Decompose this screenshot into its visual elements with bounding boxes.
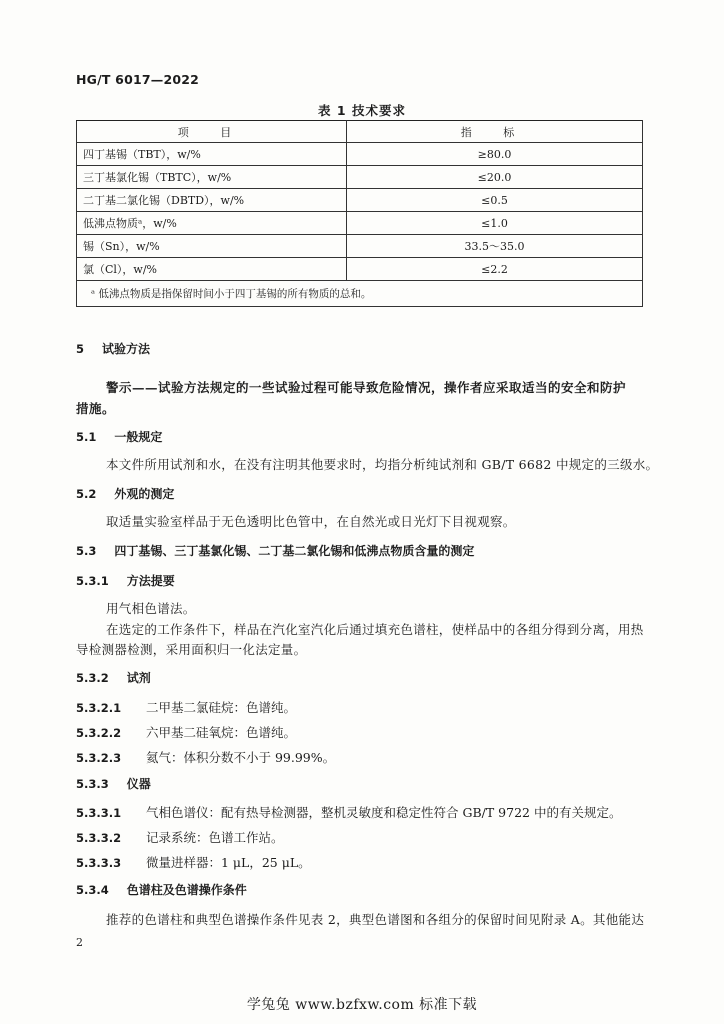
instrument-item — [76, 828, 284, 846]
table-header-row — [77, 121, 643, 143]
section-title: 试验方法 — [102, 342, 151, 356]
page-number: 2 — [76, 936, 83, 949]
table-row — [77, 258, 643, 281]
section-title: 方法提要 — [126, 574, 175, 588]
section-5-3-1-line-3: 导检测器检测，采用面积归一化法定量。 — [76, 642, 307, 657]
table-title: 表 1 技术要求 — [318, 103, 406, 118]
column-header-item: 项 目 — [77, 121, 347, 143]
section-5-1-text: 本文件所用试剂和水，在没有注明其他要求时，均指分析纯试剂和 GB/T 6682 中规定的三级水。 — [106, 457, 659, 472]
row-value: 33.5～35.0 — [347, 235, 643, 258]
section-5-1-heading — [76, 428, 162, 445]
row-item: 四丁基锡（TBT），w/% — [77, 143, 347, 166]
item-number: 5.3.2.1 — [76, 701, 122, 715]
row-item: 三丁基氯化锡（TBTC），w/% — [77, 166, 347, 189]
table-row — [77, 143, 643, 166]
section-5-2-heading — [76, 485, 174, 502]
section-5-3-2-heading — [76, 669, 151, 686]
item-text: 二甲基二氯硅烷：色谱纯。 — [146, 700, 297, 715]
table-footnote: ᵃ 低沸点物质是指保留时间小于四丁基锡的所有物质的总和。 — [77, 281, 643, 307]
section-5-heading — [76, 340, 150, 357]
column-header-index: 指 标 — [347, 121, 643, 143]
row-value: ≤2.2 — [347, 258, 643, 281]
section-number: 5.3.3 — [76, 777, 109, 791]
row-value: ≤20.0 — [347, 166, 643, 189]
section-number: 5.3.2 — [76, 671, 109, 685]
item-number: 5.3.3.2 — [76, 831, 122, 845]
section-title: 外观的测定 — [114, 487, 175, 501]
item-number: 5.3.3.1 — [76, 806, 122, 820]
row-item: 氯（Cl），w/% — [77, 258, 347, 281]
section-5-3-4-heading — [76, 881, 247, 898]
instrument-item — [76, 853, 311, 871]
section-number: 5.2 — [76, 487, 97, 501]
item-text: 微量进样器：1 μL，25 μL。 — [146, 855, 311, 870]
section-number: 5.3 — [76, 544, 97, 558]
section-5-3-4-text: 推荐的色谱柱和典型色谱操作条件见表 2，典型色谱图和各组分的保留时间见附录 A。其他能达 — [106, 912, 645, 927]
reagent-item — [76, 723, 296, 741]
row-item: 二丁基二氯化锡（DBTD），w/% — [77, 189, 347, 212]
row-item: 锡（Sn），w/% — [77, 235, 347, 258]
section-5-2-text: 取适量实验室样品于无色透明比色管中，在自然光或日光灯下目视观察。 — [106, 514, 516, 529]
item-text: 氦气：体积分数不小于 99.99%。 — [146, 750, 336, 765]
row-value: ≤1.0 — [347, 212, 643, 235]
row-item: 低沸点物质ᵃ，w/% — [77, 212, 347, 235]
item-number: 5.3.3.3 — [76, 856, 122, 870]
warning-line-1: 警示——试验方法规定的一些试验过程可能导致危险情况，操作者应采取适当的安全和防护 — [106, 380, 627, 395]
section-number: 5 — [76, 342, 85, 356]
technical-requirements-table — [76, 120, 643, 307]
row-value: ≥80.0 — [347, 143, 643, 166]
reagent-item — [76, 748, 335, 766]
section-5-3-1-heading — [76, 572, 175, 589]
reagent-item — [76, 698, 296, 716]
section-number: 5.3.4 — [76, 883, 109, 897]
section-5-3-1-line-1: 用气相色谱法。 — [106, 601, 196, 616]
table-footnote-row — [77, 281, 643, 307]
table-row — [77, 235, 643, 258]
section-title: 一般规定 — [114, 430, 163, 444]
section-5-3-heading — [76, 542, 474, 559]
item-text: 记录系统：色谱工作站。 — [146, 830, 284, 845]
item-text: 气相色谱仪：配有热导检测器，整机灵敏度和稳定性符合 GB/T 9722 中的有关规定。 — [146, 805, 622, 820]
section-5-3-1-line-2: 在选定的工作条件下，样品在汽化室汽化后通过填充色谱柱，使样品中的各组分得到分离，用热 — [106, 622, 644, 637]
section-number: 5.3.1 — [76, 574, 109, 588]
section-title: 仪器 — [126, 777, 151, 791]
footer-watermark: 学兔兔 www.bzfxw.com 标准下载 — [246, 997, 478, 1013]
standard-code: HG/T 6017—2022 — [76, 72, 200, 87]
item-number: 5.3.2.3 — [76, 751, 122, 765]
section-5-3-3-heading — [76, 775, 151, 792]
table-row — [77, 189, 643, 212]
item-text: 六甲基二硅氧烷：色谱纯。 — [146, 725, 297, 740]
item-number: 5.3.2.2 — [76, 726, 122, 740]
instrument-item — [76, 803, 621, 821]
row-value: ≤0.5 — [347, 189, 643, 212]
table-row — [77, 212, 643, 235]
section-number: 5.1 — [76, 430, 97, 444]
section-title: 四丁基锡、三丁基氯化锡、二丁基二氯化锡和低沸点物质含量的测定 — [114, 544, 475, 558]
section-title: 试剂 — [126, 671, 151, 685]
section-title: 色谱柱及色谱操作条件 — [126, 883, 247, 897]
warning-line-2: 措施。 — [76, 401, 116, 416]
table-row — [77, 166, 643, 189]
